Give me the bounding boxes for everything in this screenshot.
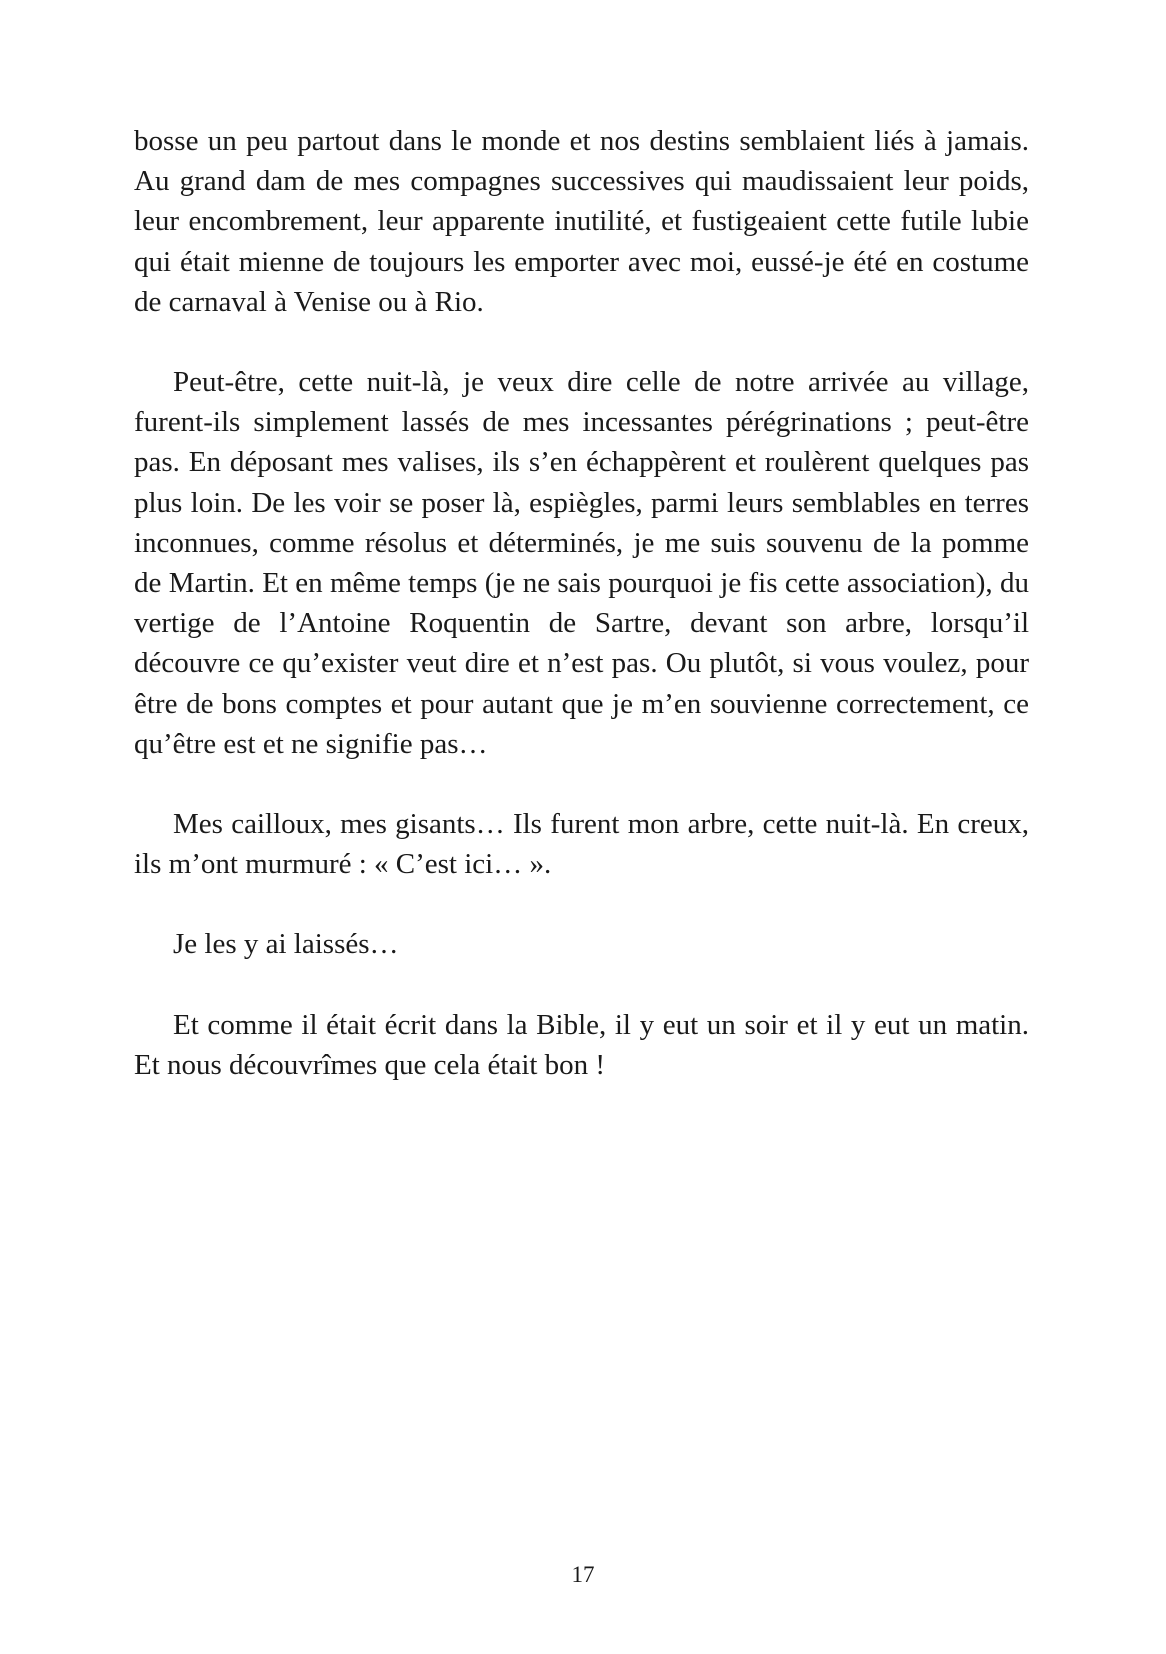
- paragraph-continued: bosse un peu partout dans le monde et nos destins semblaient liés à jamais. Au grand dam de mes compagnes successives qui maudissaient leur poids, leur encombrement, leur apparente inutilité, et fustigeaient cette futile lubie qui était mienne de toujours les emporter avec moi, eussé-je été en costume de carnaval à Venise ou à Rio.: [134, 125, 1029, 318]
- page-number: 17: [571, 1562, 595, 1587]
- paragraph-bible: Et comme il était écrit dans la Bible, il y eut un soir et il y eut un matin. Et nous découvrîmes que cela était bon !: [134, 1008, 1029, 1081]
- paragraph-roquentin: Peut-être, cette nuit-là, je veux dire celle de notre arrivée au village, furent-ils simplement lassés de mes incessantes pérégrinations ; peut-être pas. En déposant mes valises, ils s’en échappèrent et roulèrent quelques pas plus loin. De les voir se poser là, espiègles, parmi leurs semblables en terres inconnues, comme résolus et déterminés, je me suis souvenu de la pomme de Martin. Et en même temps (je ne sais pourquoi je fis cette association), du vertige de l’Antoine Roquentin de Sartre, devant son arbre, lorsqu’il découvre ce qu’exister veut dire et n’est pas. Ou plutôt, si vous voulez, pour être de bons comptes et pour autant que je m’en souvienne correctement, ce qu’être est et ne signifie pas…: [134, 366, 1029, 760]
- paragraph-cailloux: Mes cailloux, mes gisants… Ils furent mon arbre, cette nuit-là. En creux, ils m’ont murmuré : « C’est ici… ».: [134, 808, 1029, 881]
- paragraph-laisses: Je les y ai laissés…: [173, 928, 399, 961]
- body-text: [134, 121, 1029, 1125]
